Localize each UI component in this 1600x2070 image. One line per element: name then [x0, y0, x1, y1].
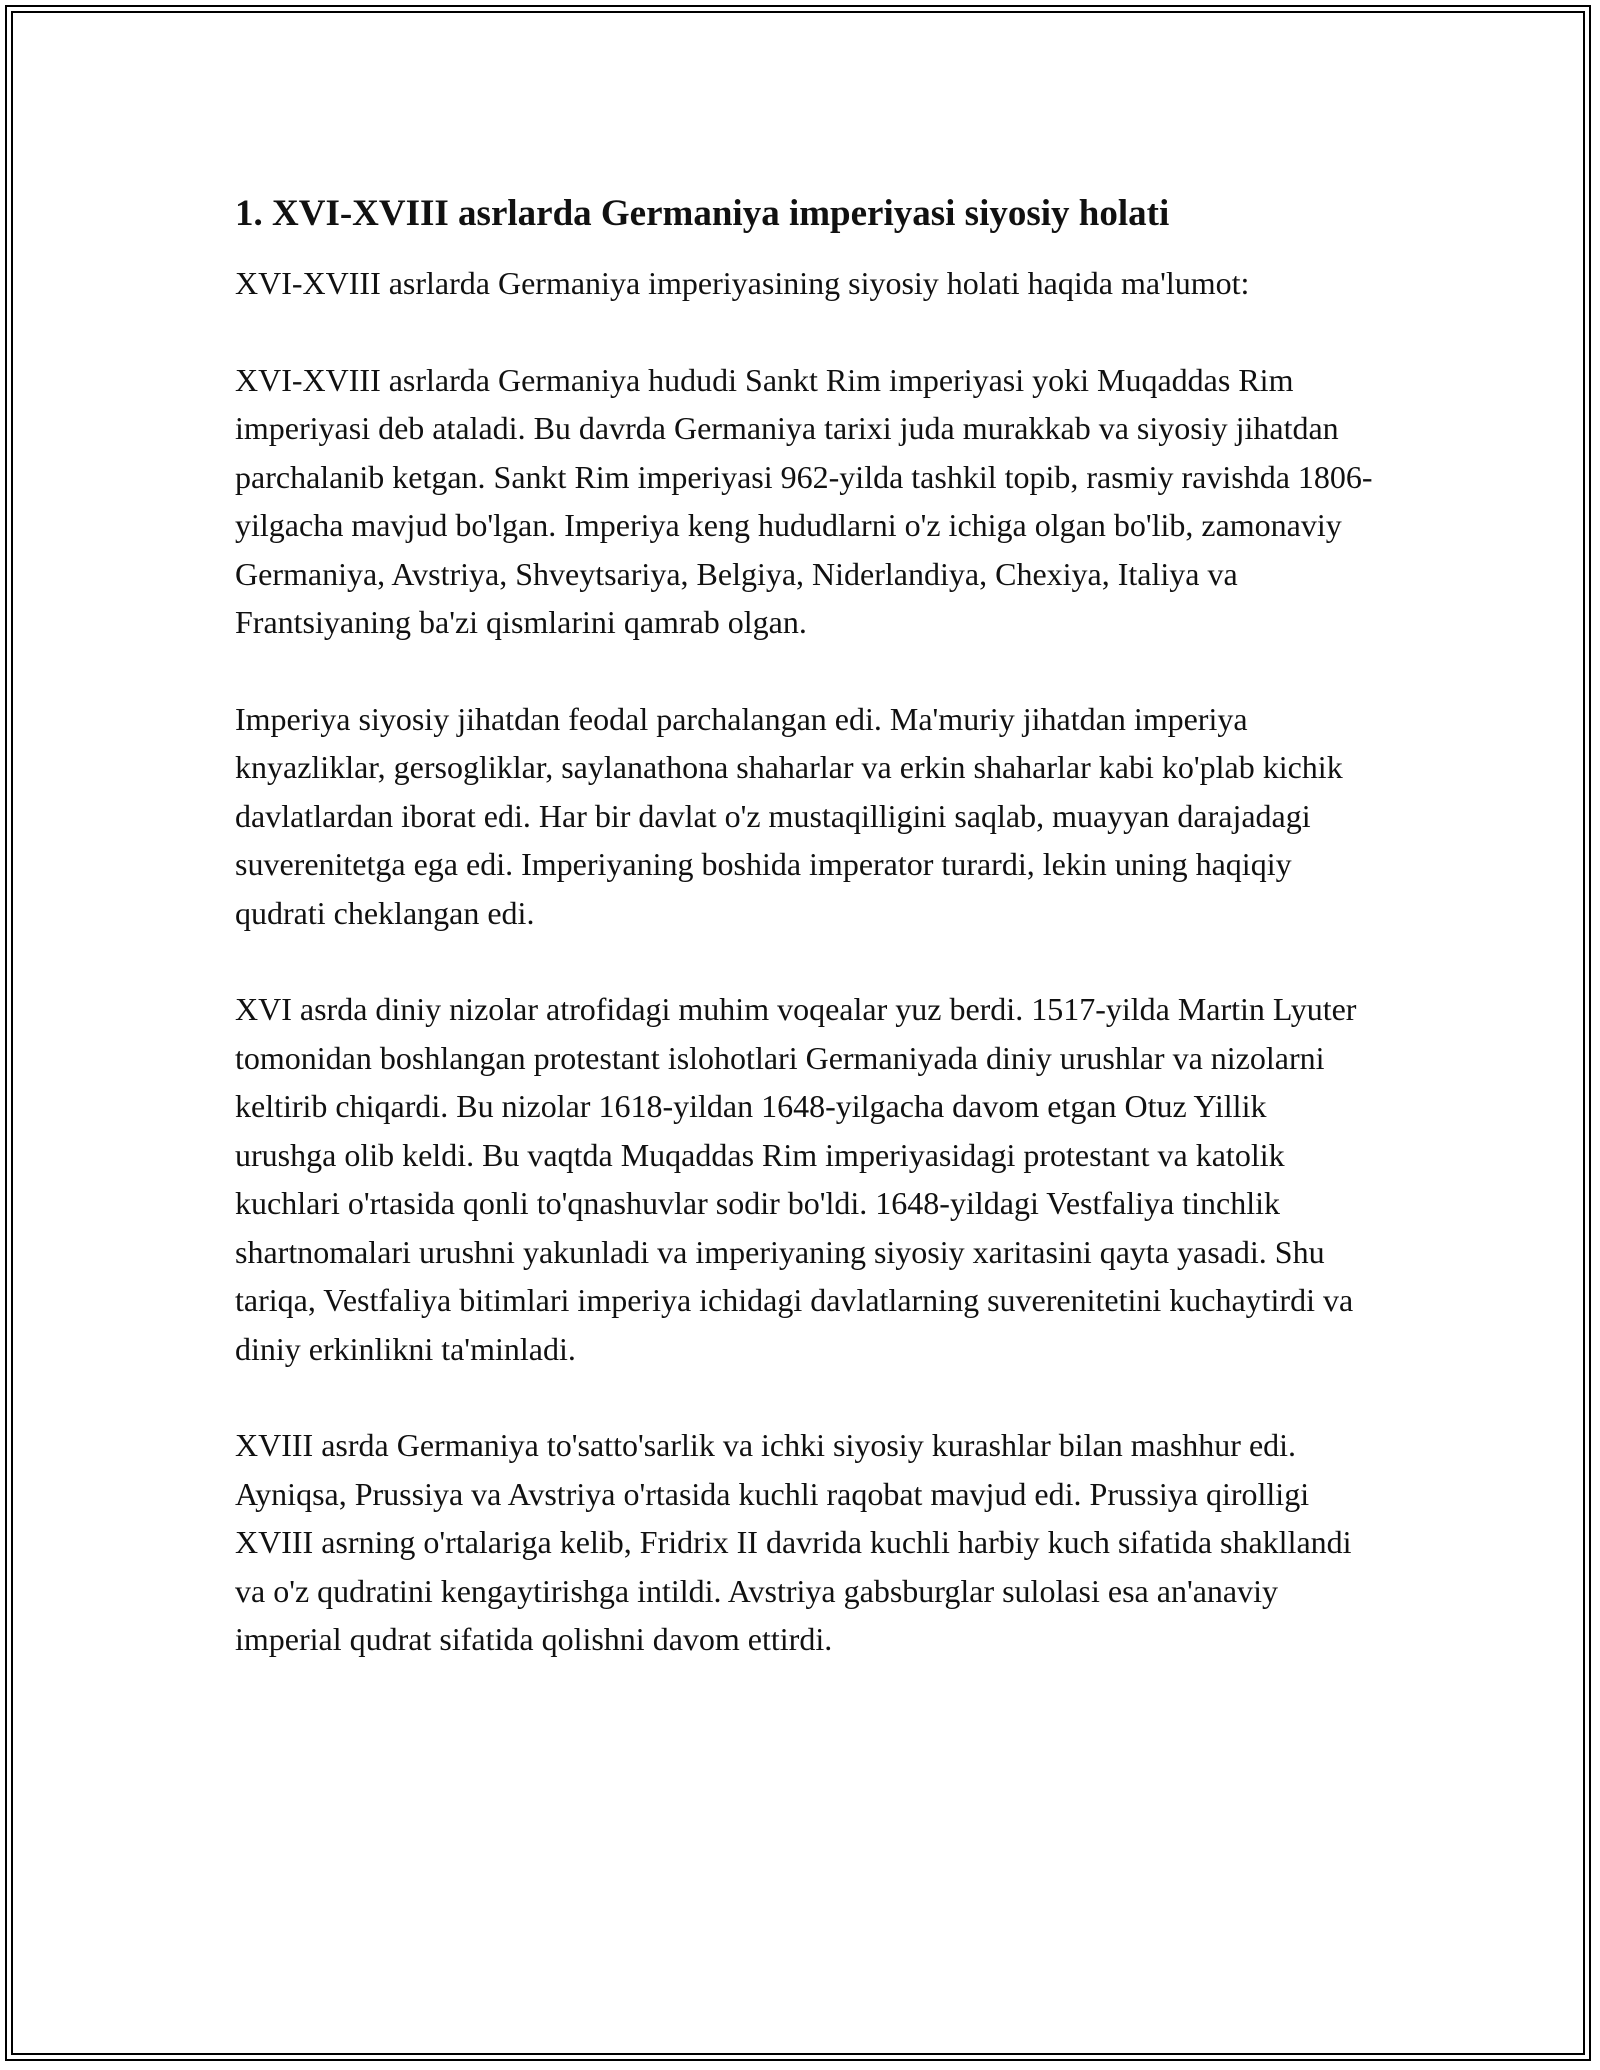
document-body	[235, 188, 1375, 1712]
paragraph-holy-roman-empire: XVI-XVIII asrlarda Germaniya hududi Sankt Rim imperiyasi yoki Muqaddas Rim imperiyasi deb ataladi. Bu davrda Germaniya tarixi juda murakkab va siyosiy jihatdan parchalanib ketgan. Sankt Rim imperiyasi 962-yilda tashkil topib, rasmiy ravishda 1806-yilgacha mavjud bo'lgan. Imperiya keng hududlarni o'z ichiga olgan bo'lib, zamonaviy Germaniya, Avstriya, Shveytsariya, Belgiya, Niderlandiya, Chexiya, Italiya va Frantsiyaning ba'zi qismlarini qamrab olgan.	[235, 361, 1373, 640]
paragraph-religious-conflicts: XVI asrda diniy nizolar atrofidagi muhim voqealar yuz berdi. 1517-yilda Martin Lyuter tomonidan boshlangan protestant islohotlari Germaniyada diniy urushlar va nizolarni keltirib chiqardi. Bu nizolar 1618-yildan 1648-yilgacha davom etgan Otuz Yillik urushga olib keldi. Bu vaqtda Muqaddas Rim imperiyasidagi protestant va katolik kuchlari o'rtasida qonli to'qnashuvlar sodir bo'ldi. 1648-yildagi Vestfaliya tinchlik shartnomalari urushni yakunladi va imperiyaning siyosiy xaritasini qayta yasadi. Shu tariqa, Vestfaliya bitimlari imperiya ichidagi davlatlarning suverenitetini kuchaytirdi va diniy erkinlikni ta'minladi.	[235, 991, 1357, 1367]
document-title: 1. XVI-XVIII asrlarda Germaniya imperiyasi siyosiy holati	[235, 193, 1170, 234]
paragraph-feudal-fragmentation: Imperiya siyosiy jihatdan feodal parchalangan edi. Ma'muriy jihatdan imperiya knyazliklar, gersogliklar, saylanathona shaharlar va erkin shaharlar kabi ko'plab kichik davlatlardan iborat edi. Har bir davlat o'z mustaqilligini saqlab, muayyan darajadagi suverenitetga ega edi. Imperiyaning boshida imperator turardi, lekin uning haqiqiy qudrati cheklangan edi.	[235, 700, 1343, 931]
paragraph-eighteenth-century: XVIII asrda Germaniya to'satto'sarlik va ichki siyosiy kurashlar bilan mashhur edi. Ayniqsa, Prussiya va Avstriya o'rtasida kuchli raqobat mavjud edi. Prussiya qirolligi XVIII asrning o'rtalariga kelib, Fridrix II davrida kuchli harbiy kuch sifatida shakllandi va o'z qudratini kengaytirishga intildi. Avstriya gabsburglar sulolasi esa an'anaviy imperial qudrat sifatida qolishni davom ettirdi.	[235, 1427, 1352, 1657]
paragraph-intro: XVI-XVIII asrlarda Germaniya imperiyasining siyosiy holati haqida ma'lumot:	[235, 265, 1250, 301]
